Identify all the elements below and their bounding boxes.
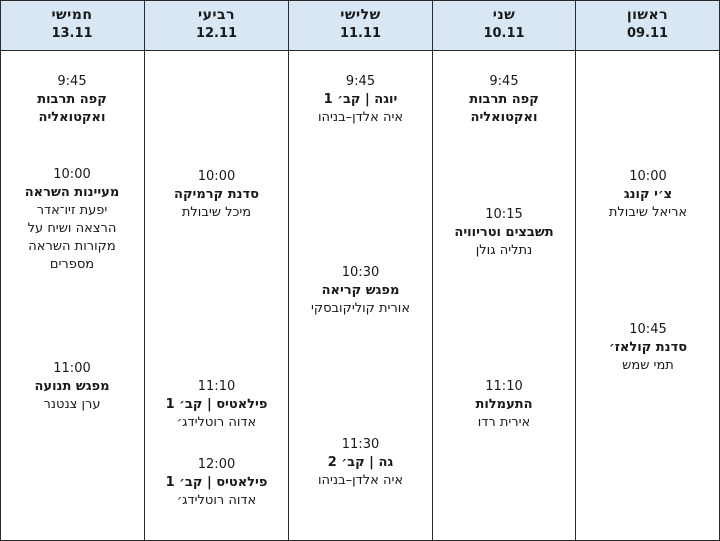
event-time: 11:00 bbox=[53, 361, 91, 376]
event-item bbox=[145, 456, 288, 510]
event-title: יוגה | קב׳ 1 bbox=[323, 92, 398, 107]
day-date: 12.11 bbox=[195, 26, 238, 41]
day-column-monday bbox=[433, 51, 576, 541]
event-item bbox=[289, 436, 432, 490]
event-description: מקורות השראה bbox=[28, 239, 116, 254]
event-time: 9:45 bbox=[489, 74, 519, 89]
event-item bbox=[0, 360, 144, 414]
event-title: קפה תרבות bbox=[37, 92, 107, 107]
day-date: 10.11 bbox=[483, 26, 525, 41]
day-column-sunday bbox=[576, 51, 720, 541]
day-header-sunday bbox=[576, 0, 720, 51]
event-host: ערן צנטנר bbox=[43, 397, 101, 412]
event-title: ואקטואליה bbox=[470, 110, 538, 125]
event-title: פילאטיס | קב׳ 1 bbox=[165, 475, 268, 490]
day-name: שלישי bbox=[340, 7, 381, 23]
event-title: צ׳י קונג bbox=[623, 187, 673, 202]
event-host: אריאל שיבולת bbox=[608, 205, 688, 220]
event-time: 10:30 bbox=[341, 265, 380, 280]
event-item bbox=[433, 73, 575, 127]
event-time: 11:30 bbox=[341, 437, 380, 452]
day-header-tuesday bbox=[289, 0, 433, 51]
event-item bbox=[576, 168, 720, 222]
event-host: אדוה רוטלידג׳ bbox=[176, 415, 257, 430]
day-header-monday bbox=[433, 0, 576, 51]
event-time: 9:45 bbox=[345, 74, 376, 89]
event-item bbox=[145, 378, 288, 432]
day-column-tuesday bbox=[289, 51, 433, 541]
event-time: 9:45 bbox=[57, 74, 87, 89]
event-item bbox=[576, 321, 720, 375]
event-host: מיכל שיבולת bbox=[181, 205, 252, 220]
day-column-wednesday bbox=[145, 51, 289, 541]
event-title: פילאטיס | קב׳ 1 bbox=[165, 397, 268, 412]
event-title: התעמלות bbox=[475, 397, 533, 412]
event-item bbox=[289, 264, 432, 318]
event-time: 10:15 bbox=[485, 207, 523, 222]
event-title: גה | קב׳ 2 bbox=[327, 455, 394, 470]
event-host: תמי שמש bbox=[622, 358, 674, 373]
event-host: יפעת זיו־אדר bbox=[36, 203, 108, 218]
day-date: 11.11 bbox=[339, 26, 382, 41]
day-name: ראשון bbox=[626, 7, 669, 23]
event-description: מספרים bbox=[49, 257, 95, 272]
event-host: אדוה רוטלידג׳ bbox=[176, 493, 257, 508]
event-time: 10:00 bbox=[53, 167, 91, 182]
event-item bbox=[145, 168, 288, 222]
event-host: איה אלדן–בניהו bbox=[317, 110, 404, 125]
event-time: 12:00 bbox=[197, 457, 236, 472]
day-column-thursday bbox=[0, 51, 145, 541]
event-item bbox=[433, 378, 575, 432]
event-title: קפה תרבות bbox=[469, 92, 539, 107]
day-name: שני bbox=[492, 7, 516, 23]
event-title: ואקטואליה bbox=[38, 110, 106, 125]
day-date: 13.11 bbox=[51, 26, 93, 41]
event-time: 10:45 bbox=[629, 322, 667, 337]
event-host: אירית רדו bbox=[477, 415, 531, 430]
event-description: הרצאה ושיח על bbox=[27, 221, 117, 236]
day-header-wednesday bbox=[145, 0, 289, 51]
event-host: נתליה גולן bbox=[475, 243, 533, 258]
event-title: סדנת קרמיקה bbox=[174, 187, 259, 202]
event-time: 10:00 bbox=[629, 169, 667, 184]
day-header-thursday bbox=[0, 0, 145, 51]
event-title: מפגש תנועה bbox=[34, 379, 110, 394]
day-name: חמישי bbox=[51, 7, 93, 23]
event-title: מעיינות השראה bbox=[24, 185, 120, 200]
event-time: 10:00 bbox=[197, 169, 236, 184]
event-host: איה אלדן–בניהו bbox=[317, 473, 404, 488]
day-date: 09.11 bbox=[626, 26, 669, 41]
event-time: 11:10 bbox=[485, 379, 523, 394]
event-title: תשבצים וטריוויה bbox=[454, 225, 554, 240]
event-item bbox=[0, 166, 144, 274]
event-item bbox=[433, 206, 575, 260]
event-item bbox=[289, 73, 432, 127]
day-name: רביעי bbox=[197, 7, 236, 23]
event-time: 11:10 bbox=[197, 379, 236, 394]
event-title: מפגש קריאה bbox=[321, 283, 400, 298]
event-title: סדנת קולאז׳ bbox=[608, 340, 688, 355]
event-host: אורית קוליקובסקי bbox=[310, 301, 411, 316]
event-item bbox=[0, 73, 144, 127]
